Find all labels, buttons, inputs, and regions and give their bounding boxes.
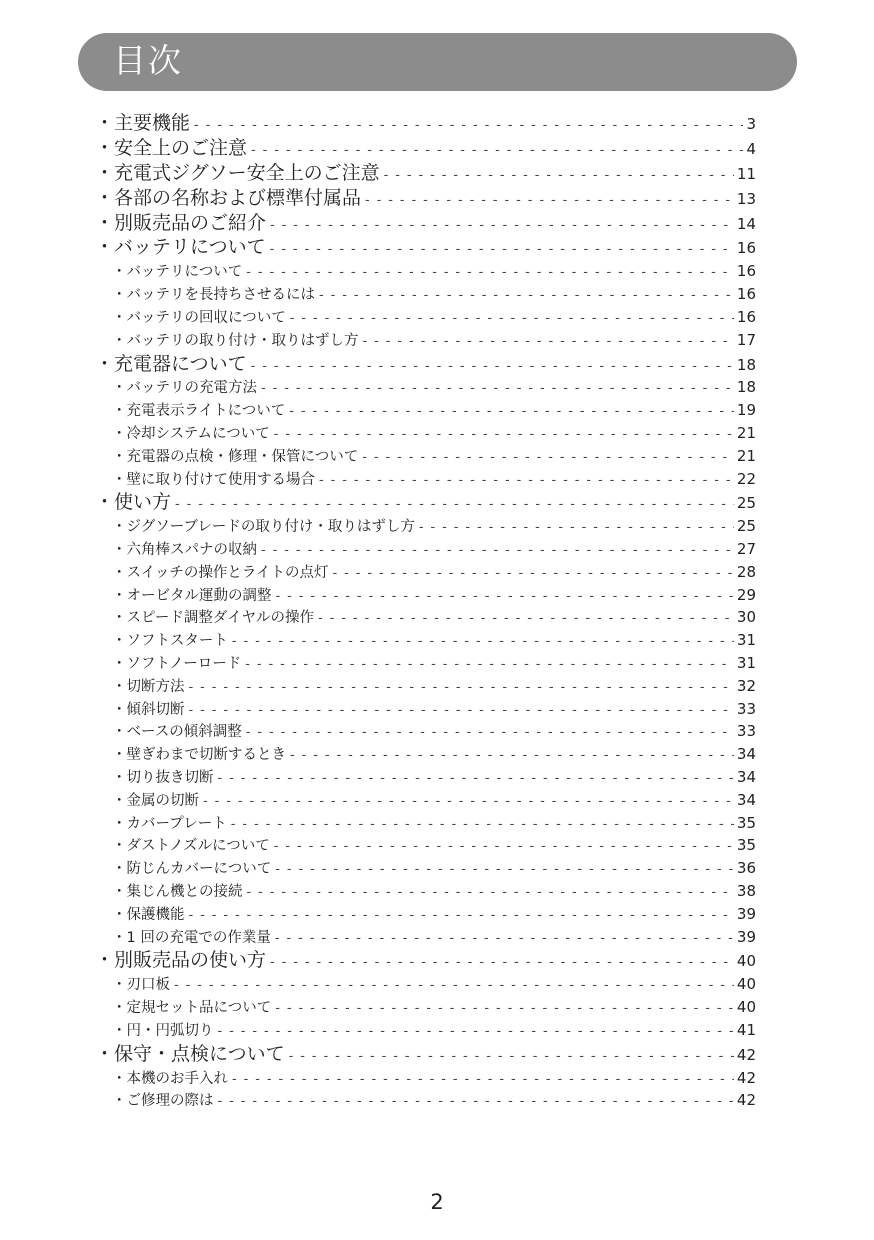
toc-entry-label: ・定規セット品について bbox=[112, 1000, 272, 1017]
toc-subsection-entry[interactable] bbox=[95, 376, 756, 399]
toc-subsection-entry[interactable] bbox=[95, 283, 756, 306]
toc-subsection-entry[interactable] bbox=[95, 1067, 756, 1090]
toc-dot-leader bbox=[174, 975, 734, 998]
toc-subsection-entry[interactable] bbox=[95, 789, 756, 812]
toc-subsection-entry[interactable] bbox=[95, 652, 756, 675]
toc-entry-page: 39 bbox=[736, 927, 756, 946]
toc-entry-page: 29 bbox=[736, 585, 756, 604]
toc-dot-leader bbox=[232, 631, 734, 654]
toc-dot-leader bbox=[275, 859, 734, 882]
toc-dot-leader bbox=[246, 262, 734, 285]
toc-entry-label: ・バッテリの回収について bbox=[112, 309, 286, 326]
toc-dot-leader bbox=[251, 355, 734, 380]
page-number: 2 bbox=[430, 1190, 444, 1214]
toc-entry-page: 36 bbox=[736, 859, 756, 878]
toc-entry-label: ・切断方法 bbox=[112, 678, 185, 695]
toc-subsection-entry[interactable] bbox=[95, 973, 756, 996]
toc-dot-leader bbox=[275, 928, 734, 951]
toc-entry-page: 16 bbox=[736, 307, 756, 326]
toc-dot-leader bbox=[276, 586, 734, 609]
toc-entry-label: ・ソフトノーロード bbox=[112, 656, 242, 673]
toc-entry-page: 3 bbox=[746, 115, 756, 133]
toc-entry-label: ・本機のお手入れ bbox=[112, 1070, 228, 1087]
toc-subsection-entry[interactable] bbox=[95, 766, 756, 789]
toc-entry-page: 33 bbox=[736, 699, 756, 718]
toc-subsection-entry[interactable] bbox=[95, 629, 756, 652]
toc-entry-page: 22 bbox=[736, 469, 756, 488]
toc-entry-label: ・保守・点検について bbox=[95, 1042, 285, 1065]
toc-entry-page: 34 bbox=[736, 790, 756, 809]
toc-dot-leader bbox=[275, 998, 734, 1021]
toc-subsection-entry[interactable] bbox=[95, 606, 756, 629]
toc-subsection-entry[interactable] bbox=[95, 584, 756, 607]
toc-entry-page: 16 bbox=[736, 262, 756, 281]
toc-dot-leader bbox=[218, 1021, 734, 1044]
toc-entry-label: ・充電式ジグソー安全上のご注意 bbox=[95, 161, 380, 184]
toc-dot-leader bbox=[318, 608, 734, 631]
toc-entry-page: 31 bbox=[736, 631, 756, 650]
toc-subsection-entry[interactable] bbox=[95, 834, 756, 857]
toc-entry-label: ・バッテリについて bbox=[95, 236, 266, 259]
toc-section-entry[interactable] bbox=[95, 235, 756, 260]
toc-entry-label: ・主要機能 bbox=[95, 112, 191, 134]
toc-dot-leader bbox=[245, 654, 734, 677]
toc-entry-page: 40 bbox=[736, 952, 756, 971]
toc-dot-leader bbox=[274, 836, 734, 859]
toc-entry-label: ・保護機能 bbox=[112, 906, 185, 923]
toc-section-entry[interactable] bbox=[95, 186, 756, 211]
toc-dot-leader bbox=[289, 1045, 734, 1070]
toc-entry-page: 11 bbox=[736, 164, 756, 183]
toc-entry-label: ・壁に取り付けて使用する場合 bbox=[112, 471, 315, 488]
toc-subsection-entry[interactable] bbox=[95, 903, 756, 926]
toc-dot-leader bbox=[270, 951, 734, 976]
toc-subsection-entry[interactable] bbox=[95, 675, 756, 698]
toc-entry-label: ・充電器の点検・修理・保管について bbox=[112, 448, 359, 465]
toc-entry-page: 40 bbox=[736, 998, 756, 1017]
toc-dot-leader bbox=[231, 814, 734, 837]
toc-subsection-entry[interactable] bbox=[95, 743, 756, 766]
toc-entry-page: 42 bbox=[736, 1068, 756, 1087]
toc-entry-page: 18 bbox=[736, 378, 756, 397]
toc-entry-label: ・1 回の充電での作業量 bbox=[112, 929, 271, 946]
toc-entry-page: 18 bbox=[736, 355, 756, 374]
toc-subsection-entry[interactable] bbox=[95, 926, 756, 949]
toc-entry-label: ・別販売品の使い方 bbox=[95, 949, 267, 972]
toc-subsection-entry[interactable] bbox=[95, 329, 756, 352]
toc-entry-page: 30 bbox=[736, 608, 756, 627]
toc-entry-label: ・ジグソーブレードの取り付け・取りはずし方 bbox=[112, 519, 415, 536]
toc-section-entry[interactable] bbox=[95, 161, 756, 186]
toc-subsection-entry[interactable] bbox=[95, 515, 756, 538]
toc-entry-page: 16 bbox=[736, 239, 756, 258]
toc-subsection-entry[interactable] bbox=[95, 812, 756, 835]
toc-entry-label: ・カバープレート bbox=[112, 815, 227, 832]
toc-dot-leader bbox=[218, 1091, 734, 1114]
toc-dot-leader bbox=[290, 308, 734, 331]
toc-subsection-entry[interactable] bbox=[95, 306, 756, 329]
toc-entry-page: 35 bbox=[736, 836, 756, 855]
toc-dot-leader bbox=[194, 114, 743, 139]
toc-dot-leader bbox=[189, 700, 734, 723]
toc-section-entry[interactable] bbox=[95, 948, 756, 973]
toc-entry-page: 13 bbox=[736, 189, 756, 208]
toc-entry-page: 42 bbox=[736, 1091, 756, 1110]
toc-section-entry[interactable] bbox=[95, 211, 756, 236]
toc-subsection-entry[interactable] bbox=[95, 468, 756, 491]
toc-entry-label: ・バッテリの取り付け・取りはずし方 bbox=[112, 332, 359, 349]
toc-entry-label: ・スピード調整ダイヤルの操作 bbox=[112, 610, 314, 627]
toc-entry-label: ・冷却システムについて bbox=[112, 426, 270, 443]
toc-entry-label: ・ダストノズルについて bbox=[112, 838, 270, 855]
toc-entry-page: 42 bbox=[736, 1045, 756, 1064]
toc-subsection-entry[interactable] bbox=[95, 445, 756, 468]
toc-entry-label: ・各部の名称および標準付属品 bbox=[95, 186, 362, 209]
toc-dot-leader bbox=[270, 214, 734, 239]
toc-entry-label: ・バッテリを長持ちさせるには bbox=[112, 287, 315, 304]
toc-entry-page: 14 bbox=[736, 214, 756, 233]
toc-dot-leader bbox=[319, 470, 734, 493]
toc-subsection-entry[interactable] bbox=[95, 857, 756, 880]
toc-entry-page: 16 bbox=[736, 285, 756, 304]
toc-section-entry[interactable] bbox=[95, 490, 756, 515]
toc-entry-label: ・円・円弧切り bbox=[112, 1022, 214, 1039]
toc-dot-leader bbox=[246, 722, 734, 745]
toc-entry-label: ・バッテリの充電方法 bbox=[112, 380, 257, 397]
toc-entry-page: 33 bbox=[736, 722, 756, 741]
toc-entry-page: 21 bbox=[736, 446, 756, 465]
toc-entry-page: 38 bbox=[736, 882, 756, 901]
toc-dot-leader bbox=[189, 677, 734, 700]
toc-entry-label: ・バッテリについて bbox=[112, 264, 243, 281]
toc-dot-leader bbox=[189, 905, 734, 928]
toc-entry-page: 34 bbox=[736, 768, 756, 787]
toc-entry-page: 35 bbox=[736, 813, 756, 832]
toc-dot-leader bbox=[362, 447, 734, 470]
toc-entry-label: ・壁ぎわまで切断するとき bbox=[112, 747, 286, 764]
toc-entry-label: ・六角棒スパナの収納 bbox=[112, 542, 257, 559]
toc-subsection-entry[interactable] bbox=[95, 720, 756, 743]
toc-subsection-entry[interactable] bbox=[95, 561, 756, 584]
toc-dot-leader bbox=[419, 517, 734, 540]
table-of-contents bbox=[95, 111, 756, 1112]
toc-dot-leader bbox=[289, 401, 734, 424]
toc-subsection-entry[interactable] bbox=[95, 1089, 756, 1112]
toc-entry-page: 31 bbox=[736, 654, 756, 673]
toc-entry-page: 34 bbox=[736, 745, 756, 764]
toc-entry-page: 19 bbox=[736, 401, 756, 420]
toc-dot-leader bbox=[203, 791, 734, 814]
toc-entry-label: ・集じん機との接続 bbox=[112, 884, 243, 901]
toc-subsection-entry[interactable] bbox=[95, 260, 756, 283]
toc-dot-leader bbox=[319, 285, 734, 308]
toc-subsection-entry[interactable] bbox=[95, 399, 756, 422]
toc-entry-page: 17 bbox=[736, 330, 756, 349]
toc-entry-label: ・スイッチの操作とライトの点灯 bbox=[112, 564, 329, 581]
toc-entry-page: 32 bbox=[736, 676, 756, 695]
toc-dot-leader bbox=[247, 882, 734, 905]
toc-dot-leader bbox=[218, 768, 734, 791]
toc-entry-label: ・ソフトスタート bbox=[112, 633, 228, 650]
toc-entry-label: ・使い方 bbox=[95, 491, 172, 514]
toc-dot-leader bbox=[270, 238, 734, 263]
toc-entry-page: 28 bbox=[736, 562, 756, 581]
toc-entry-label: ・防じんカバーについて bbox=[112, 861, 272, 878]
toc-entry-page: 39 bbox=[736, 904, 756, 923]
toc-section-entry[interactable] bbox=[95, 1042, 756, 1067]
toc-dot-leader bbox=[290, 745, 734, 768]
toc-section-entry[interactable] bbox=[95, 111, 756, 136]
toc-title-banner bbox=[78, 33, 797, 91]
toc-dot-leader bbox=[261, 378, 734, 401]
toc-dot-leader bbox=[365, 189, 734, 214]
toc-entry-page: 41 bbox=[736, 1020, 756, 1039]
toc-entry-label: ・ベースの傾斜調整 bbox=[112, 724, 242, 741]
toc-entry-label: ・切り抜き切断 bbox=[112, 770, 214, 787]
toc-entry-page: 25 bbox=[736, 494, 756, 513]
toc-entry-label: ・充電表示ライトについて bbox=[112, 403, 286, 420]
toc-subsection-entry[interactable] bbox=[95, 1019, 756, 1042]
toc-entry-label: ・充電器について bbox=[95, 352, 247, 375]
toc-dot-leader bbox=[274, 424, 734, 447]
toc-subsection-entry[interactable] bbox=[95, 996, 756, 1019]
toc-entry-label: ・ご修理の際は bbox=[112, 1093, 214, 1110]
toc-dot-leader bbox=[175, 493, 734, 518]
toc-dot-leader bbox=[332, 563, 733, 586]
toc-subsection-entry[interactable] bbox=[95, 422, 756, 445]
toc-subsection-entry[interactable] bbox=[95, 880, 756, 903]
toc-entry-label: ・金属の切断 bbox=[112, 792, 199, 809]
toc-entry-label: ・刃口板 bbox=[112, 977, 170, 994]
toc-entry-page: 4 bbox=[746, 139, 756, 158]
toc-subsection-entry[interactable] bbox=[95, 698, 756, 721]
toc-dot-leader bbox=[384, 164, 734, 189]
toc-entry-page: 25 bbox=[736, 517, 756, 536]
toc-entry-label: ・オービタル運動の調整 bbox=[112, 587, 272, 604]
toc-entry-label: ・安全上のご注意 bbox=[95, 136, 248, 159]
toc-entry-label: ・別販売品のご紹介 bbox=[95, 211, 267, 234]
toc-dot-leader bbox=[363, 331, 734, 354]
toc-section-entry[interactable] bbox=[95, 352, 756, 377]
toc-dot-leader bbox=[261, 540, 734, 563]
toc-section-entry[interactable] bbox=[95, 136, 756, 161]
toc-entry-label: ・傾斜切断 bbox=[112, 701, 185, 718]
toc-entry-page: 21 bbox=[736, 424, 756, 443]
toc-entry-page: 40 bbox=[736, 975, 756, 994]
toc-subsection-entry[interactable] bbox=[95, 538, 756, 561]
toc-dot-leader bbox=[232, 1069, 734, 1092]
page-title: 目次 bbox=[113, 41, 183, 80]
toc-entry-page: 27 bbox=[736, 540, 756, 559]
